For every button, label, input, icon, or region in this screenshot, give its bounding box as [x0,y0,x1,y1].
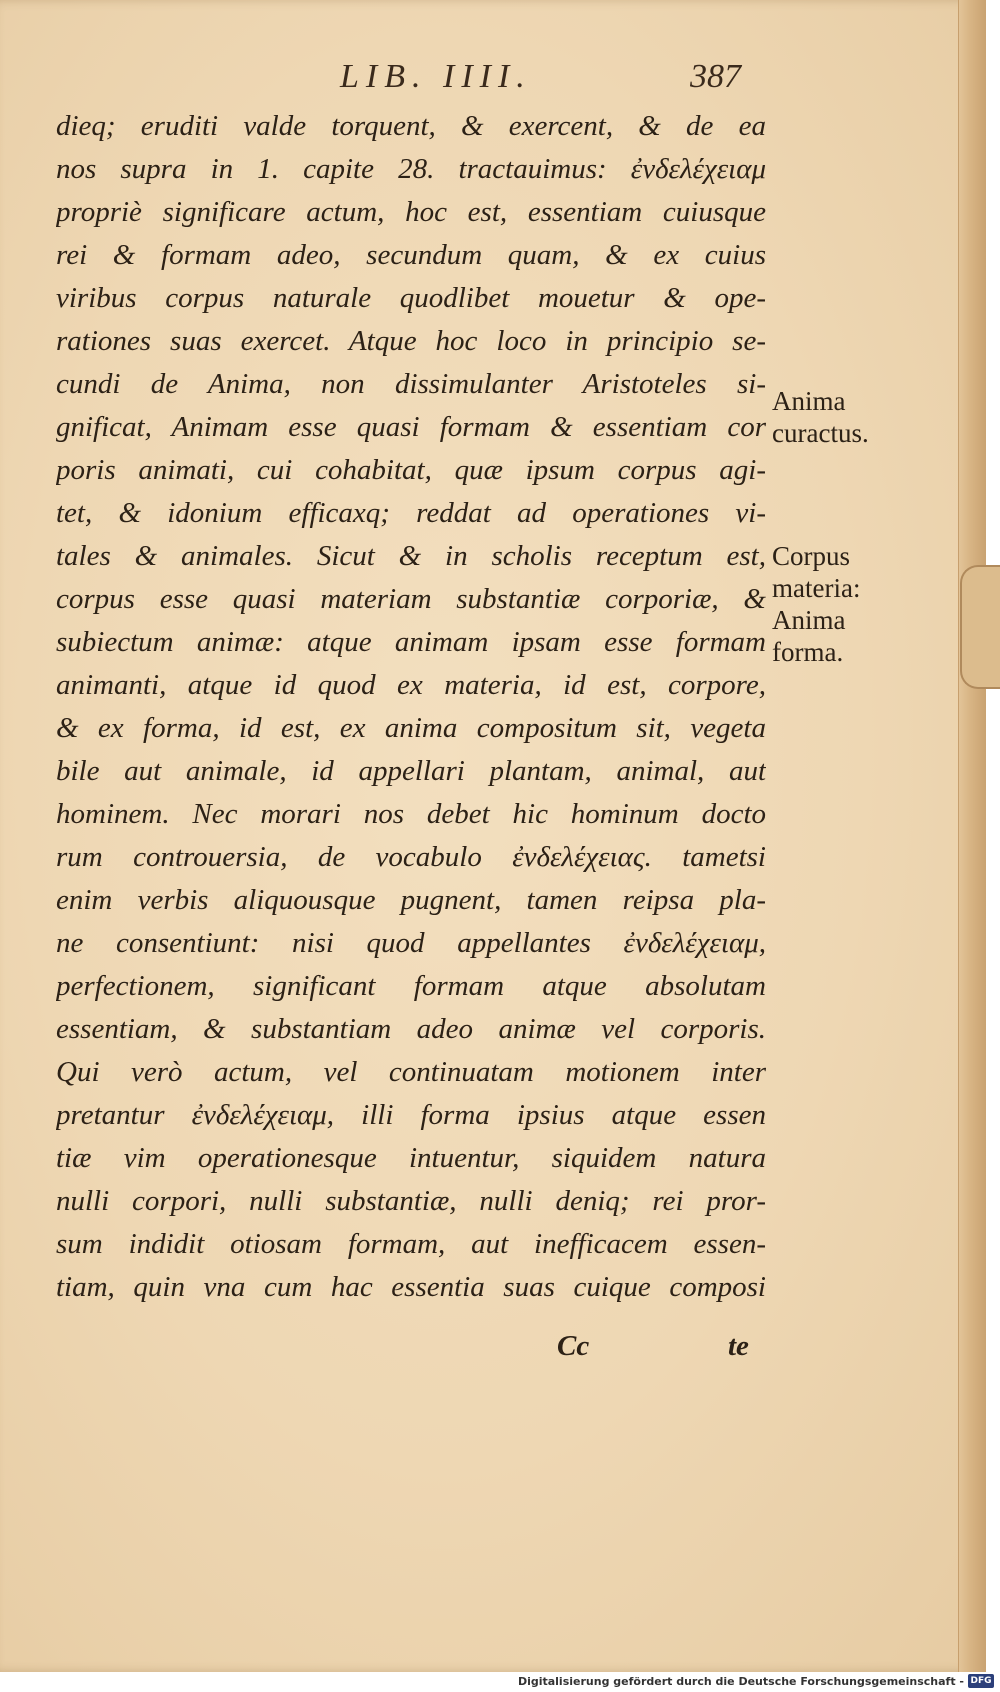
text-line: nos supra in 1. capite 28. tractauimus: ἐνδελέχειαμ [56,153,766,185]
text-line: bile aut animale, id appellari plantam, animal, aut [56,755,766,787]
digitization-footer [0,1672,1000,1692]
text-line: Qui verò actum, vel continuatam motionem inter [56,1056,766,1088]
text-line: ne consentiunt: nisi quod appellantes ἐνδελέχειαμ, [56,927,766,959]
marginal-note-anima-actus [772,385,869,449]
marginal-note-line: Anima [772,386,846,416]
marginal-note-line: curactus. [772,418,869,448]
footer-credit: Digitalisierung gefördert durch die Deutsche Forschungsgemeinschaft - [517,1675,964,1688]
text-line: propriè significare actum, hoc est, essentiam cuiusque [56,196,766,228]
catchword: te [728,1330,749,1362]
text-line: cundi de Anima, non dissimulanter Aristoteles si- [56,368,766,400]
text-line: sum indidit otiosam formam, aut inefficacem essen- [56,1228,766,1260]
text-line: rei & formam adeo, secundum quam, & ex cuius [56,239,766,271]
marginal-note-line: Corpus [772,541,851,571]
marginal-note-line: forma. [772,637,844,667]
page-tab [960,565,1000,689]
text-line: rationes suas exercet. Atque hoc loco in principio se- [56,325,766,357]
marginal-note-line: materia: [772,573,861,603]
folio-number: 387 [690,58,741,95]
text-line: animanti, atque id quod ex materia, id est, corpore, [56,669,766,701]
marginal-note-line: Anima [772,605,846,635]
text-line: rum controuersia, de vocabulo ἐνδελέχειας. tametsi [56,841,766,873]
text-line: tiam, quin vna cum hac essentia suas cuique composi [56,1271,766,1303]
text-line: & ex forma, id est, ex anima compositum sit, vegeta [56,712,766,744]
page-edge [958,0,986,1672]
text-line: subiectum animæ: atque animam ipsam esse formam [56,626,766,658]
dfg-logo-icon: DFG [968,1674,994,1688]
signature-mark: Cc [557,1330,590,1362]
text-line: hominem. Nec morari nos debet hic hominum docto [56,798,766,830]
text-line: corpus esse quasi materiam substantiæ corporiæ, & [56,583,766,615]
text-line: essentiam, & substantiam adeo animæ vel corporis. [56,1013,766,1045]
text-line: nulli corpori, nulli substantiæ, nulli deniq; rei pror- [56,1185,766,1217]
text-line: tet, & idonium efficaxq; reddat ad operationes vi- [56,497,766,529]
text-line: pretantur ἐνδελέχειαμ, illi forma ipsius atque essen [56,1099,766,1131]
text-line: gnificat, Animam esse quasi formam & essentiam cor [56,411,766,443]
text-line: tales & animales. Sicut & in scholis receptum est, [56,540,766,572]
text-line: perfectionem, significant formam atque absolutam [56,970,766,1002]
body-text [56,105,766,1309]
text-line: poris animati, cui cohabitat, quæ ipsum corpus agi- [56,454,766,486]
text-line: enim verbis aliquousque pugnent, tamen reipsa pla- [56,884,766,916]
marginal-note-corpus-materia [772,540,860,668]
text-line: viribus corpus naturale quodlibet mouetur & ope- [56,282,766,314]
text-line: tiæ vim operationesque intuentur, siquidem natura [56,1142,766,1174]
text-line: dieq; eruditi valde torquent, & exercent, & de ea [56,110,766,142]
running-head: LIB. IIII. [340,58,532,95]
